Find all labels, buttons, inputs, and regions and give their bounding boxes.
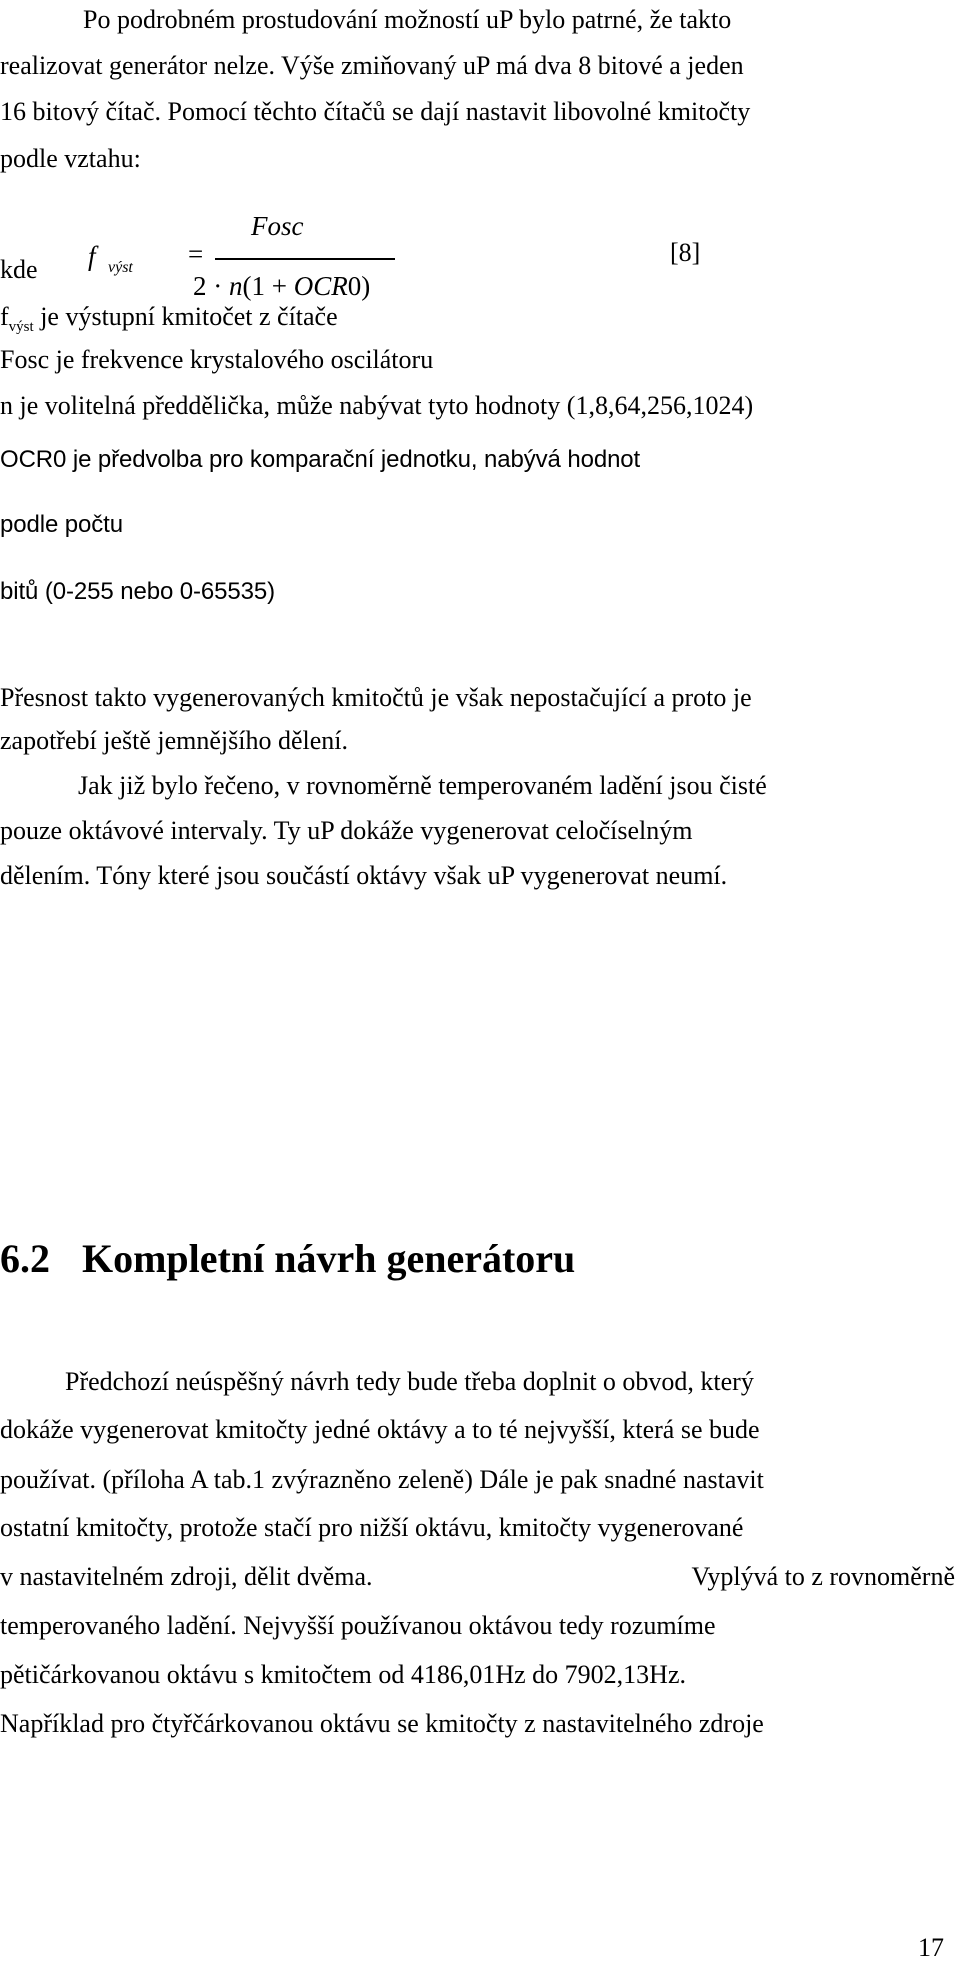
equation-lhs-subscript: výst (108, 259, 133, 276)
section-title: Kompletní návrh generátoru (82, 1236, 576, 1281)
page-number: 17 (918, 1933, 944, 1962)
para3-line-2: dokáže vygenerovat kmitočty jedné oktávy a to té nejvyšší, která se bude (0, 1415, 760, 1444)
para3-line-1: Předchozí neúspěšný návrh tedy bude třeba doplnit o obvod, který (65, 1367, 754, 1396)
equation-numerator: Fosc (251, 211, 304, 241)
frequency-equation (88, 205, 708, 305)
section-number: 6.2 (0, 1236, 50, 1281)
def-ocr0-line-3: bitů (0-255 nebo 0-65535) (0, 578, 276, 605)
para3-line-4: ostatní kmitočty, protože stačí pro nižší oktávu, kmitočty vygenerované (0, 1513, 744, 1542)
equation-reference: [8] (670, 238, 701, 267)
para2-line-1: Přesnost takto vygenerovaných kmitočtů je však nepostačující a proto je (0, 683, 752, 712)
section-heading (0, 1235, 575, 1283)
para1-line-1: Po podrobném prostudování možností uP bylo patrné, že takto (83, 5, 732, 34)
para1-line-4: podle vztahu: (0, 144, 141, 173)
def-ocr0-line-1: OCR0 je předvolba pro komparační jednotku, nabývá hodnot (0, 446, 641, 473)
para1-line-2: realizovat generátor nelze. Výše zmiňovaný uP má dva 8 bitové a jeden (0, 51, 744, 80)
equation-denominator: 2 · n(1 + OCR0) (193, 271, 371, 301)
para3-line-8: Například pro čtyřčárkovanou oktávu se kmitočty z nastavitelného zdroje (0, 1709, 764, 1738)
para3-line-3: používat. (příloha A tab.1 zvýrazněno zeleně) Dále je pak snadné nastavit (0, 1465, 764, 1494)
def-f-vyst: $f_{výst}$ je výstupní kmitočet z čítače (0, 302, 338, 335)
equation-equals: = (188, 239, 204, 269)
def-fosc: Fosc je frekvence krystalového oscilátoru (0, 345, 434, 374)
para1-line-3: 16 bitový čítač. Pomocí těchto čítačů se dají nastavit libovolné kmitočty (0, 97, 751, 126)
para2-line-5: dělením. Tóny které jsou součástí oktávy však uP vygenerovat neumí. (0, 861, 728, 890)
kde-label: kde (0, 255, 38, 284)
def-n: n je volitelná předdělička, může nabývat tyto hodnoty (1,8,64,256,1024) (0, 391, 754, 420)
equation-lhs: f (88, 241, 96, 271)
para2-line-2: zapotřebí ještě jemnějšího dělení. (0, 726, 348, 755)
para2-line-4: pouze oktávové intervaly. Ty uP dokáže vygenerovat celočíselným (0, 816, 693, 845)
para2-line-3: Jak již bylo řečeno, v rovnoměrně temperovaném ladění jsou čisté (78, 771, 767, 800)
para3-line-7: pětičárkovanou oktávu s kmitočtem od 4186,01Hz do 7902,13Hz. (0, 1660, 686, 1689)
def-ocr0-line-2: podle počtu (0, 511, 124, 538)
para3-line-5: v nastavitelném zdroji, dělit dvěma. Vyplývá to z rovnoměrně (0, 1562, 955, 1591)
equation-fraction-line (215, 258, 395, 260)
para3-line-6: temperovaného ladění. Nejvyšší používanou oktávou tedy rozumíme (0, 1611, 716, 1640)
